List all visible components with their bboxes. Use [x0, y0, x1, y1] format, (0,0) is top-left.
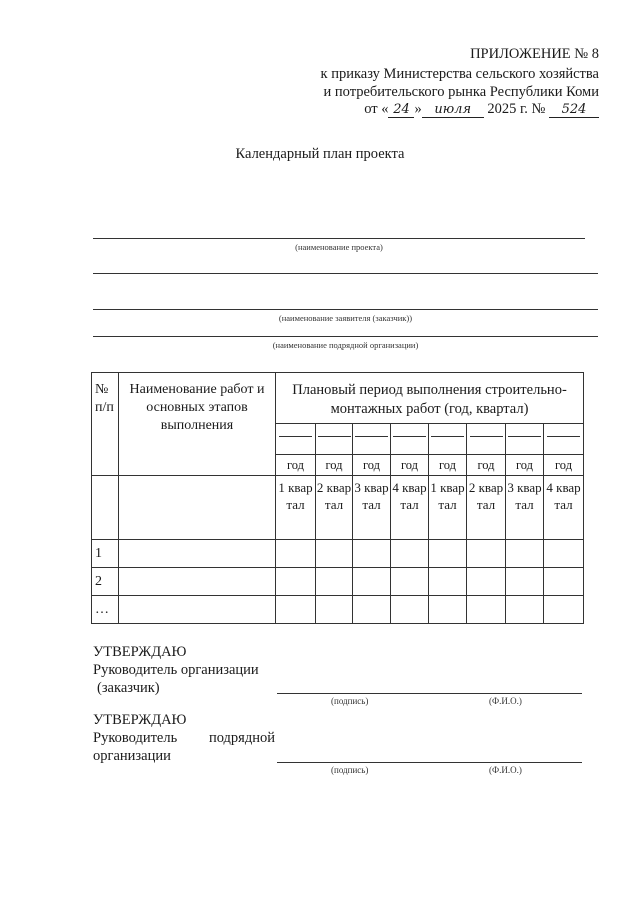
row-number: 2: [92, 568, 119, 596]
quarter-row-number: [92, 476, 119, 540]
approval-role-line2: (заказчик): [97, 680, 160, 696]
quarter-label: 3 квар тал: [353, 476, 391, 540]
quarter-label: 3 квар тал: [506, 476, 544, 540]
calendar-plan-table: [91, 372, 584, 624]
approval-title: УТВЕРЖДАЮ: [93, 712, 187, 728]
fio-caption: (Ф.И.О.): [489, 696, 522, 706]
year-field: [429, 424, 467, 455]
project-name-caption: (наименование проекта): [295, 242, 383, 252]
year-label: год: [467, 455, 506, 476]
quarter-label: 1 квар тал: [276, 476, 316, 540]
quarter-row-name: [119, 476, 276, 540]
quarter-label: 4 квар тал: [391, 476, 429, 540]
order-number: 524: [549, 102, 599, 118]
table-row: [92, 568, 584, 596]
year-field: [316, 424, 353, 455]
approval-role-line1: Руководитель подрядной: [93, 730, 275, 746]
date-year: 2025 г. №: [487, 101, 546, 117]
row-number: 1: [92, 540, 119, 568]
signature-caption: (подпись): [331, 696, 369, 706]
year-field: [506, 424, 544, 455]
year-label: год: [506, 455, 544, 476]
contractor-name-caption: (наименование подрядной организации): [272, 340, 419, 350]
date-mid: »: [414, 101, 422, 117]
year-label: год: [276, 455, 316, 476]
year-label: год: [353, 455, 391, 476]
year-field: [544, 424, 584, 455]
order-reference-line2: и потребительского рынка Республики Коми: [323, 84, 599, 100]
approval-title: УТВЕРЖДАЮ: [93, 644, 187, 660]
quarter-label: 1 квар тал: [429, 476, 467, 540]
order-reference-line1: к приказу Министерства сельского хозяйства: [320, 66, 599, 82]
year-field: [353, 424, 391, 455]
approval-role-line1: Руководитель организации: [93, 662, 259, 678]
year-field: [391, 424, 429, 455]
blank-line: [93, 273, 598, 274]
signature-caption: (подпись): [331, 765, 369, 775]
year-label: год: [429, 455, 467, 476]
year-field: [276, 424, 316, 455]
header-work-name: Наименование работ и основных этапов выполнения: [119, 373, 276, 476]
fio-caption: (Ф.И.О.): [489, 765, 522, 775]
year-label: год: [316, 455, 353, 476]
row-number: …: [92, 596, 119, 624]
header-number: № п/п: [92, 373, 119, 476]
date-month: июля: [422, 102, 484, 118]
applicant-name-caption: (наименование заявителя (заказчик)): [278, 313, 413, 323]
table-row: [92, 540, 584, 568]
year-label: год: [391, 455, 429, 476]
table-row: [92, 596, 584, 624]
quarter-label: 2 квар тал: [467, 476, 506, 540]
appendix-number: ПРИЛОЖЕНИЕ № 8: [470, 46, 599, 62]
approval-role-line2: организации: [93, 748, 171, 764]
year-field: [467, 424, 506, 455]
date-day: 24: [388, 102, 414, 118]
quarter-label: 2 квар тал: [316, 476, 353, 540]
contractor-name-line: [93, 336, 598, 337]
year-label: год: [544, 455, 584, 476]
applicant-name-line: [93, 309, 598, 310]
quarter-label: 4 квар тал: [544, 476, 584, 540]
header-period: Плановый период выполнения строительно-монтажных работ (год, квартал): [276, 373, 584, 424]
project-name-line: [93, 238, 585, 239]
order-date-line: [364, 101, 599, 118]
signature-line: [277, 693, 582, 694]
document-title: Календарный план проекта: [235, 146, 405, 162]
date-prefix: от «: [364, 101, 389, 117]
signature-line: [277, 762, 582, 763]
